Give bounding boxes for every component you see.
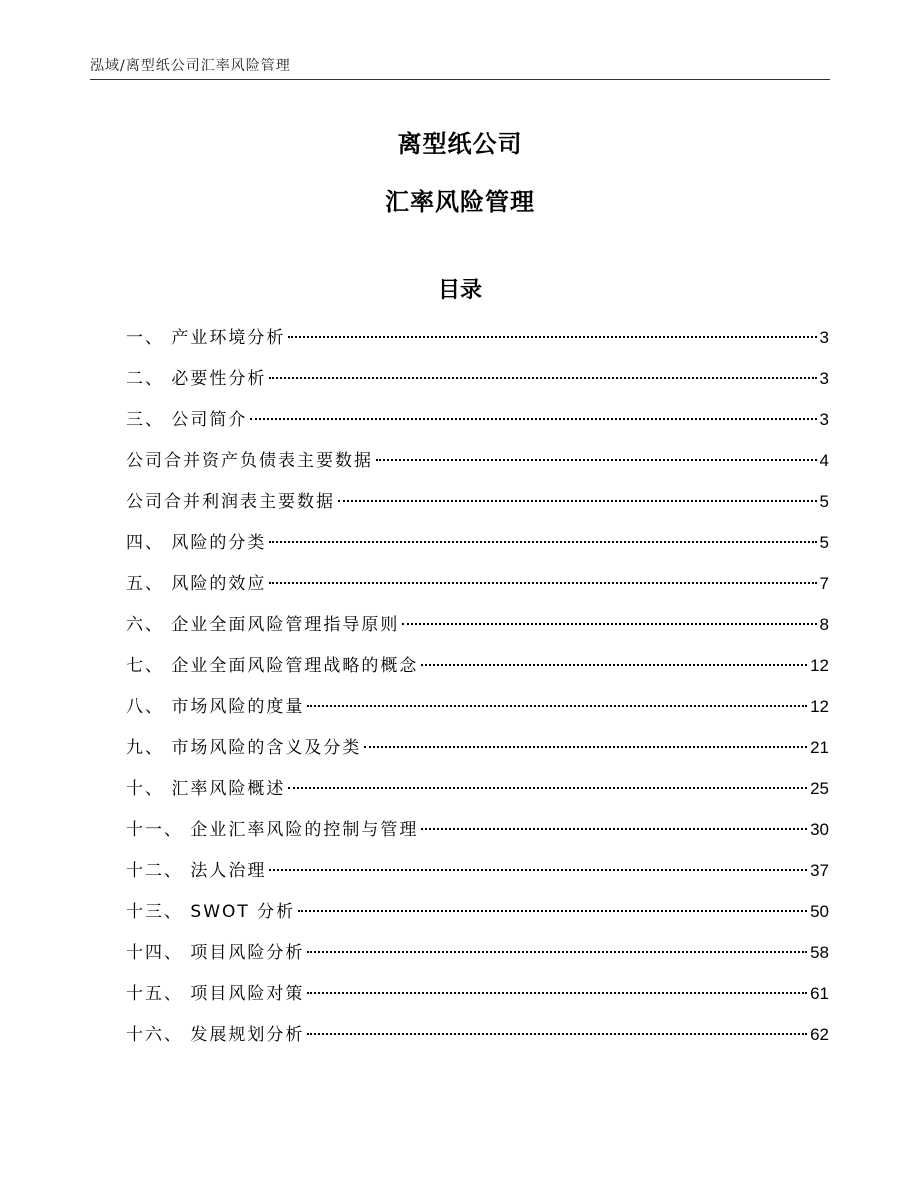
toc-entry-page: 50: [810, 902, 829, 921]
toc-dot-leader: [421, 828, 807, 830]
toc-entry-label: 十、 汇率风险概述: [126, 779, 286, 799]
toc-entry-page: 12: [810, 697, 829, 716]
toc-entry[interactable]: [126, 609, 829, 650]
toc-entry-label: 八、 市场风险的度量: [126, 697, 305, 717]
toc-entry[interactable]: [126, 978, 829, 1019]
toc-dot-leader: [307, 992, 807, 994]
toc-entry-page: 21: [810, 738, 829, 757]
toc-entry[interactable]: [126, 773, 829, 814]
toc-entry-page: 62: [810, 1025, 829, 1044]
toc-entry-page: 5: [819, 492, 829, 511]
toc-entry-label: 九、 市场风险的含义及分类: [126, 738, 362, 758]
toc-entry[interactable]: [126, 1019, 829, 1060]
toc-dot-leader: [298, 910, 807, 912]
toc-entry-page: 4: [819, 451, 829, 470]
document-subtitle: 汇率风险管理: [385, 188, 535, 216]
toc-heading: 目录: [437, 278, 482, 303]
toc-entry-label: 十四、 项目风险分析: [126, 943, 305, 963]
toc-dot-leader: [269, 541, 816, 543]
toc-entry-page: 30: [810, 820, 829, 839]
toc-dot-leader: [269, 377, 816, 379]
toc-entry-label: 十五、 项目风险对策: [126, 984, 305, 1004]
toc-dot-leader: [250, 418, 816, 420]
toc-dot-leader: [307, 1033, 807, 1035]
toc-entry-label: 十六、 发展规划分析: [126, 1025, 305, 1045]
toc-entry-label: 三、 公司简介: [126, 410, 248, 430]
toc-entry-page: 8: [819, 615, 829, 634]
toc-dot-leader: [364, 746, 807, 748]
toc-entry-page: 37: [810, 861, 829, 880]
toc-entry-label: 四、 风险的分类: [126, 533, 267, 553]
toc-dot-leader: [338, 500, 817, 502]
toc-entry-page: 3: [819, 410, 829, 429]
toc-entry-label: 公司合并利润表主要数据: [126, 492, 335, 512]
toc-entry-label: 公司合并资产负债表主要数据: [126, 451, 373, 471]
document-title: 离型纸公司: [397, 130, 523, 158]
toc-dot-leader: [307, 705, 807, 707]
toc-entry-page: 7: [819, 574, 829, 593]
toc-entry[interactable]: [126, 486, 829, 527]
toc-entry-label: 六、 企业全面风险管理指导原则: [126, 615, 400, 635]
toc-dot-leader: [269, 582, 816, 584]
header-divider: [90, 79, 830, 80]
running-header: 泓域/离型纸公司汇率风险管理: [90, 58, 291, 74]
toc-entry[interactable]: [126, 363, 829, 404]
toc-entry-page: 25: [810, 779, 829, 798]
toc-dot-leader: [288, 336, 816, 338]
toc-entry[interactable]: [126, 855, 829, 896]
toc-entry[interactable]: [126, 691, 829, 732]
toc-entry-page: 3: [819, 369, 829, 388]
toc-entry[interactable]: [126, 650, 829, 691]
toc-entry-page: 58: [810, 943, 829, 962]
toc-dot-leader: [376, 459, 817, 461]
toc-entry[interactable]: [126, 527, 829, 568]
toc-entry-page: 61: [810, 984, 829, 1003]
toc-entry-page: 3: [819, 328, 829, 347]
toc-entry-label: 十一、 企业汇率风险的控制与管理: [126, 820, 419, 840]
toc-entry[interactable]: [126, 732, 829, 773]
toc-entry-page: 12: [810, 656, 829, 675]
toc-entry[interactable]: [126, 896, 829, 937]
toc-dot-leader: [402, 623, 816, 625]
toc-entry[interactable]: [126, 937, 829, 978]
toc-entry-page: 5: [819, 533, 829, 552]
toc-dot-leader: [307, 951, 807, 953]
toc-entry-label: 五、 风险的效应: [126, 574, 267, 594]
toc-entry-label: 二、 必要性分析: [126, 369, 267, 389]
toc-entry-label: 十三、 SWOT 分析: [126, 902, 296, 922]
toc-dot-leader: [288, 787, 807, 789]
toc-entry[interactable]: [126, 814, 829, 855]
toc-dot-leader: [269, 869, 807, 871]
toc-entry-label: 七、 企业全面风险管理战略的概念: [126, 656, 419, 676]
toc-entry-label: 十二、 法人治理: [126, 861, 267, 881]
table-of-contents: [126, 322, 829, 1060]
toc-entry[interactable]: [126, 322, 829, 363]
toc-entry[interactable]: [126, 568, 829, 609]
toc-dot-leader: [421, 664, 807, 666]
toc-entry[interactable]: [126, 404, 829, 445]
toc-entry-label: 一、 产业环境分析: [126, 328, 286, 348]
toc-entry[interactable]: [126, 445, 829, 486]
